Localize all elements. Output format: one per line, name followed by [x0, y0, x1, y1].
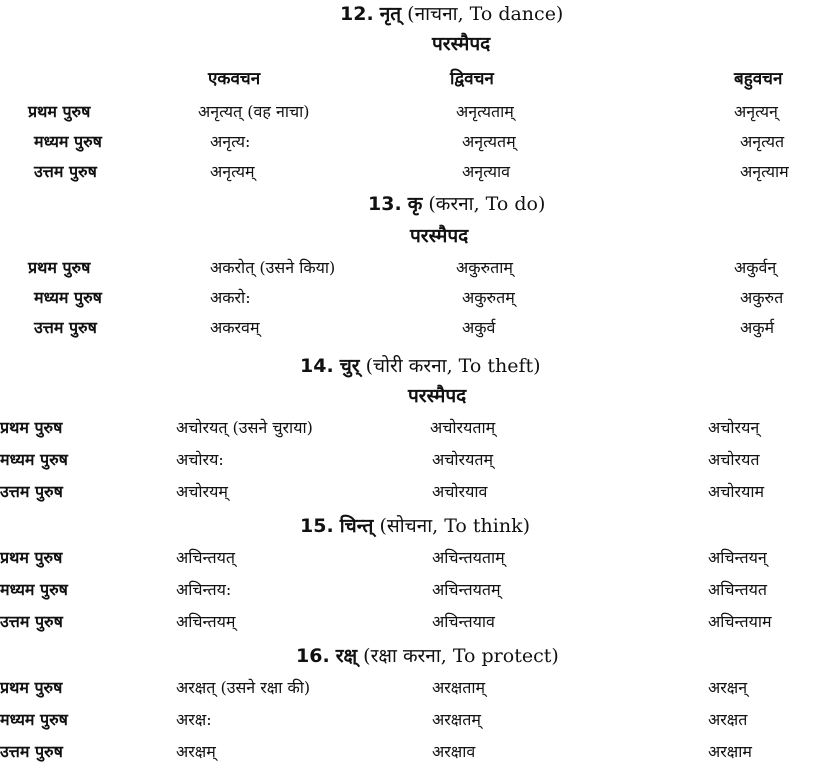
row-label-uttama: उत्तम पुरुष: [34, 318, 97, 337]
form-dual: अचोरयताम्: [430, 418, 496, 437]
row-label-uttama: उत्तम पुरुष: [0, 742, 63, 761]
section-number: 16.: [296, 645, 330, 667]
verb-root: कृ: [407, 193, 423, 215]
form-plural: अकुर्म: [740, 318, 775, 337]
row-label-uttama: उत्तम पुरुष: [0, 612, 63, 631]
row-label-madhyama: मध्यम पुरुष: [34, 132, 102, 151]
form-singular: अचिन्तयम्: [176, 612, 236, 631]
row-label-uttama: उत्तम पुरुष: [0, 482, 63, 501]
form-singular: अचोरयत् (उसने चुराया): [176, 418, 313, 437]
form-singular: अनृत्य:: [210, 132, 251, 151]
row-label-uttama: उत्तम पुरुष: [34, 162, 97, 181]
form-singular: अरक्ष:: [176, 710, 212, 729]
form-singular: अकरवम्: [210, 318, 260, 337]
form-singular: अचिन्तय:: [176, 580, 232, 599]
form-plural: अकुरुत: [740, 288, 784, 307]
verb-meaning: (नाचना, To dance): [407, 3, 564, 25]
section-heading: [300, 512, 530, 538]
form-plural: अचिन्तयाम: [708, 612, 772, 631]
form-dual: अनृत्यताम्: [456, 102, 514, 121]
form-singular: अनृत्यत् (वह नाचा): [198, 102, 310, 121]
form-singular: अरक्षम्: [176, 742, 216, 761]
form-dual: अचिन्तयाव: [432, 612, 495, 631]
form-plural: अचोरयन्: [708, 418, 760, 437]
verb-meaning: (सोचना, To think): [379, 515, 531, 537]
form-dual: अनृत्यतम्: [462, 132, 516, 151]
form-singular: अकरो:: [210, 288, 251, 307]
form-plural: अचिन्तयत: [708, 580, 767, 599]
form-singular: अकरोत् (उसने किया): [210, 258, 336, 277]
section-number: 14.: [300, 355, 334, 377]
section-heading: [300, 352, 541, 378]
section-heading: [368, 190, 545, 216]
form-dual: अचिन्तयताम्: [432, 548, 505, 567]
row-label-prathama: प्रथम पुरुष: [0, 548, 63, 567]
form-dual: अरक्षताम्: [432, 678, 486, 697]
form-plural: अचोरयत: [708, 450, 760, 469]
verb-root: रक्ष्: [335, 645, 358, 667]
column-header-plural: बहुवचन: [734, 69, 783, 89]
form-dual: अचोरयाव: [432, 482, 488, 501]
row-label-prathama: प्रथम पुरुष: [0, 418, 63, 437]
row-label-prathama: प्रथम पुरुष: [28, 102, 91, 121]
form-plural: अनृत्यन्: [734, 102, 778, 121]
form-plural: अचोरयाम: [708, 482, 765, 501]
row-label-madhyama: मध्यम पुरुष: [0, 450, 68, 469]
form-singular: अचिन्तयत्: [176, 548, 235, 567]
section-heading: [296, 642, 559, 668]
section-number: 15.: [300, 515, 334, 537]
verb-root: नृत्: [379, 3, 402, 25]
form-singular: अचोरयम्: [176, 482, 228, 501]
form-singular: अचोरय:: [176, 450, 224, 469]
row-label-prathama: प्रथम पुरुष: [28, 258, 91, 277]
form-plural: अनृत्यत: [740, 132, 785, 151]
verb-meaning: (करना, To do): [428, 193, 546, 215]
form-dual: अकुरुतम्: [462, 288, 515, 307]
section-number: 12.: [340, 3, 374, 25]
pada-label: परस्मैपद: [408, 385, 467, 407]
section-heading: [340, 0, 563, 26]
row-label-madhyama: मध्यम पुरुष: [0, 710, 68, 729]
pada-label: परस्मैपद: [410, 225, 469, 247]
form-dual: अरक्षाव: [432, 742, 476, 761]
form-dual: अकुर्व: [462, 318, 496, 337]
form-plural: अरक्षत: [708, 710, 748, 729]
form-plural: अरक्षन्: [708, 678, 748, 697]
verb-meaning: (रक्षा करना, To protect): [363, 645, 559, 667]
form-plural: अकुर्वन्: [734, 258, 777, 277]
form-dual: अकुरुताम्: [456, 258, 513, 277]
row-label-prathama: प्रथम पुरुष: [0, 678, 63, 697]
section-number: 13.: [368, 193, 402, 215]
pada-label: परस्मैपद: [432, 33, 491, 55]
form-plural: अचिन्तयन्: [708, 548, 767, 567]
form-dual: अचोरयतम्: [432, 450, 494, 469]
verb-root: चुर्: [339, 355, 360, 377]
row-label-madhyama: मध्यम पुरुष: [0, 580, 68, 599]
verb-root: चिन्त्: [339, 515, 374, 537]
row-label-madhyama: मध्यम पुरुष: [34, 288, 102, 307]
form-plural: अरक्षाम: [708, 742, 752, 761]
column-header-dual: द्विवचन: [450, 69, 494, 89]
form-dual: अचिन्तयतम्: [432, 580, 501, 599]
form-dual: अरक्षतम्: [432, 710, 481, 729]
verb-meaning: (चोरी करना, To theft): [365, 355, 541, 377]
form-singular: अरक्षत् (उसने रक्षा की): [176, 678, 311, 697]
column-header-singular: एकवचन: [208, 69, 261, 89]
form-singular: अनृत्यम्: [210, 162, 255, 181]
form-plural: अनृत्याम: [740, 162, 789, 181]
form-dual: अनृत्याव: [462, 162, 511, 181]
